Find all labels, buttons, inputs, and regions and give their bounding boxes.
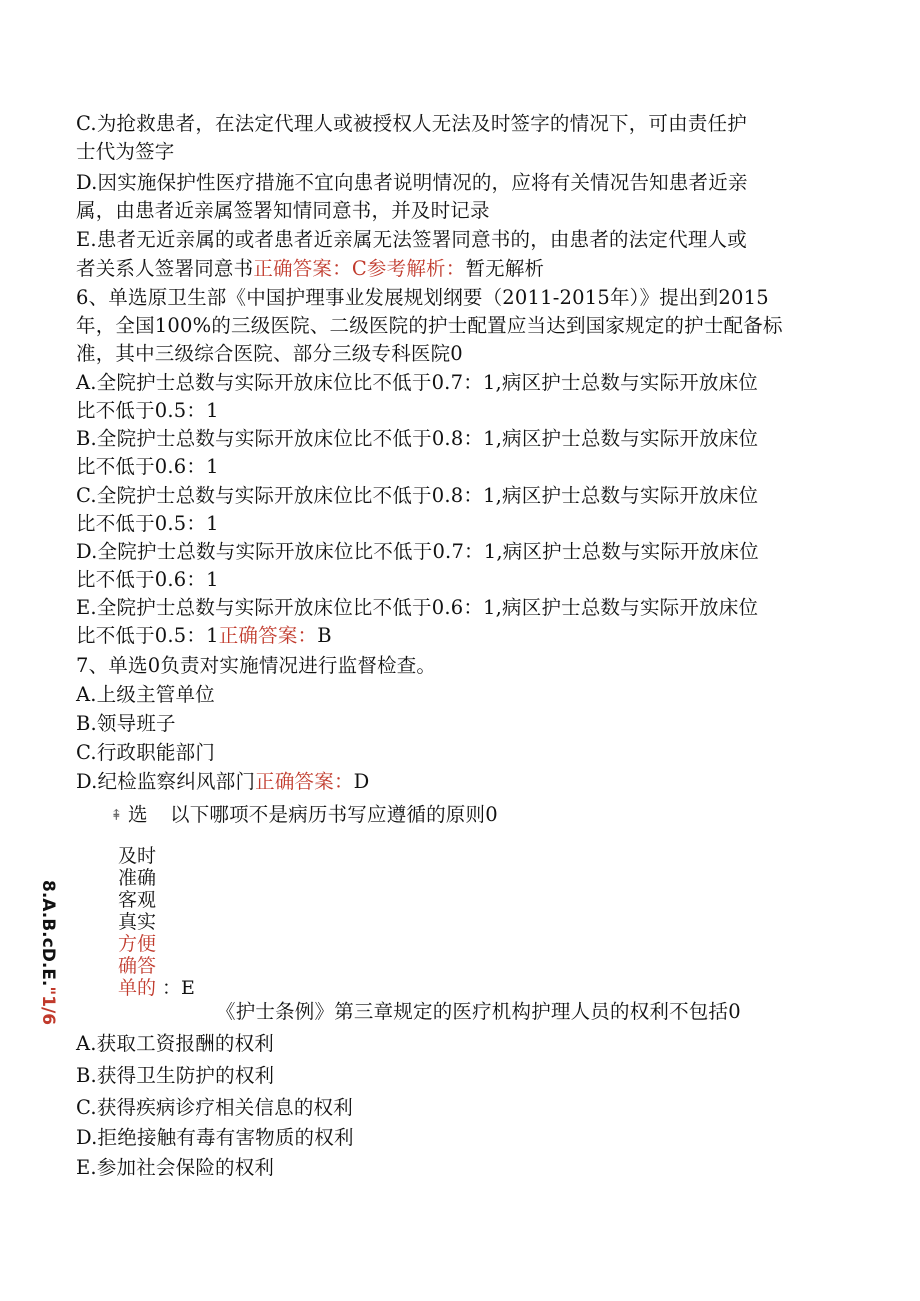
option-line: B.领导班子 [76,712,176,735]
text-line: 比不低于0.5：1 [76,512,219,535]
option-line: C.行政职能部门 [76,741,216,764]
option-line: E.参加社会保险的权利 [76,1156,275,1179]
text-line: E.患者无近亲属的或者患者近亲属无法签署同意书的，由患者的法定代理人或 [76,228,747,251]
answer-label: 正确答案：C参考解析： [253,257,466,280]
text-line: 属，由患者近亲属签署知情同意书，并及时记录 [76,199,490,222]
question-8-type: 选 [128,803,148,826]
option-item: 及时 [118,845,157,867]
answer-line: 单的 ：E [118,977,195,999]
option-line: A.获取工资报酬的权利 [76,1032,274,1055]
text-line: 士代为签字 [76,140,175,163]
option-line: B.获得卫生防护的权利 [76,1064,275,1087]
answer-line: 比不低于0.5：1正确答案：B [76,624,332,647]
option-line: C.全院护士总数与实际开放床位比不低于0.8：1,病区护士总数与实际开放床位 [76,484,759,507]
text-line: D.因实施保护性医疗措施不宜向患者说明情况的，应将有关情况告知患者近亲 [76,171,748,194]
question-7-line: 7、单选0负责对实施情况进行监督检查。 [76,654,437,677]
option-item: 方便 [118,933,157,955]
option-line: B.全院护士总数与实际开放床位比不低于0.8：1,病区护士总数与实际开放床位 [76,427,759,450]
answer-label: 确答 [118,955,157,977]
option-item: 客观 [118,889,157,911]
question-8-line: 以下哪项不是病历书写应遵循的原则0 [170,803,498,826]
question-6-line: 6、单选原卫生部《中国护理事业发展规划纲要（2011-2015年）》提出到2015 [76,286,769,309]
option-item: 真实 [118,911,157,933]
option-item: 准确 [118,867,157,889]
answer-label: 正确答案： [218,624,318,647]
option-line: A.全院护士总数与实际开放床位比不低于0.7：1,病区护士总数与实际开放床位 [76,371,758,394]
text-line: 比不低于0.5：1 [76,399,219,422]
text-line: 年，全国100%的三级医院、二级医院的护士配置应当达到国家规定的护士配备标 [76,314,783,337]
answer-line: 者关系人签署同意书正确答案：C参考解析：暂无解析 [76,257,545,280]
answer-label: 正确答案： [255,770,354,793]
answer-line: D.纪检监察纠风部门正确答案：D [76,770,370,793]
text-line: 比不低于0.6：1 [76,455,219,478]
option-line: E.全院护士总数与实际开放床位比不低于0.6：1,病区护士总数与实际开放床位 [76,596,759,619]
option-line: D.全院护士总数与实际开放床位比不低于0.7：1,病区护士总数与实际开放床位 [76,540,759,563]
question-8-mark: ⇞ [110,806,123,824]
option-line: D.拒绝接触有毒有害物质的权利 [76,1126,354,1149]
option-line: C.获得疾病诊疗相关信息的权利 [76,1096,353,1119]
text-line: C.为抢救患者，在法定代理人或被授权人无法及时签字的情况下，可由责任护 [76,112,747,135]
text-line: 比不低于0.6：1 [76,568,219,591]
option-line: A.上级主管单位 [76,683,215,706]
question-9-line: 《护士条例》第三章规定的医疗机构护理人员的权利不包括0 [216,1000,741,1023]
rotated-label: 8.A.B.cD.E."1/6 [38,880,58,1026]
question-8-options [118,845,195,999]
text-line: 准，其中三级综合医院、部分三级专科医院0 [76,342,463,365]
